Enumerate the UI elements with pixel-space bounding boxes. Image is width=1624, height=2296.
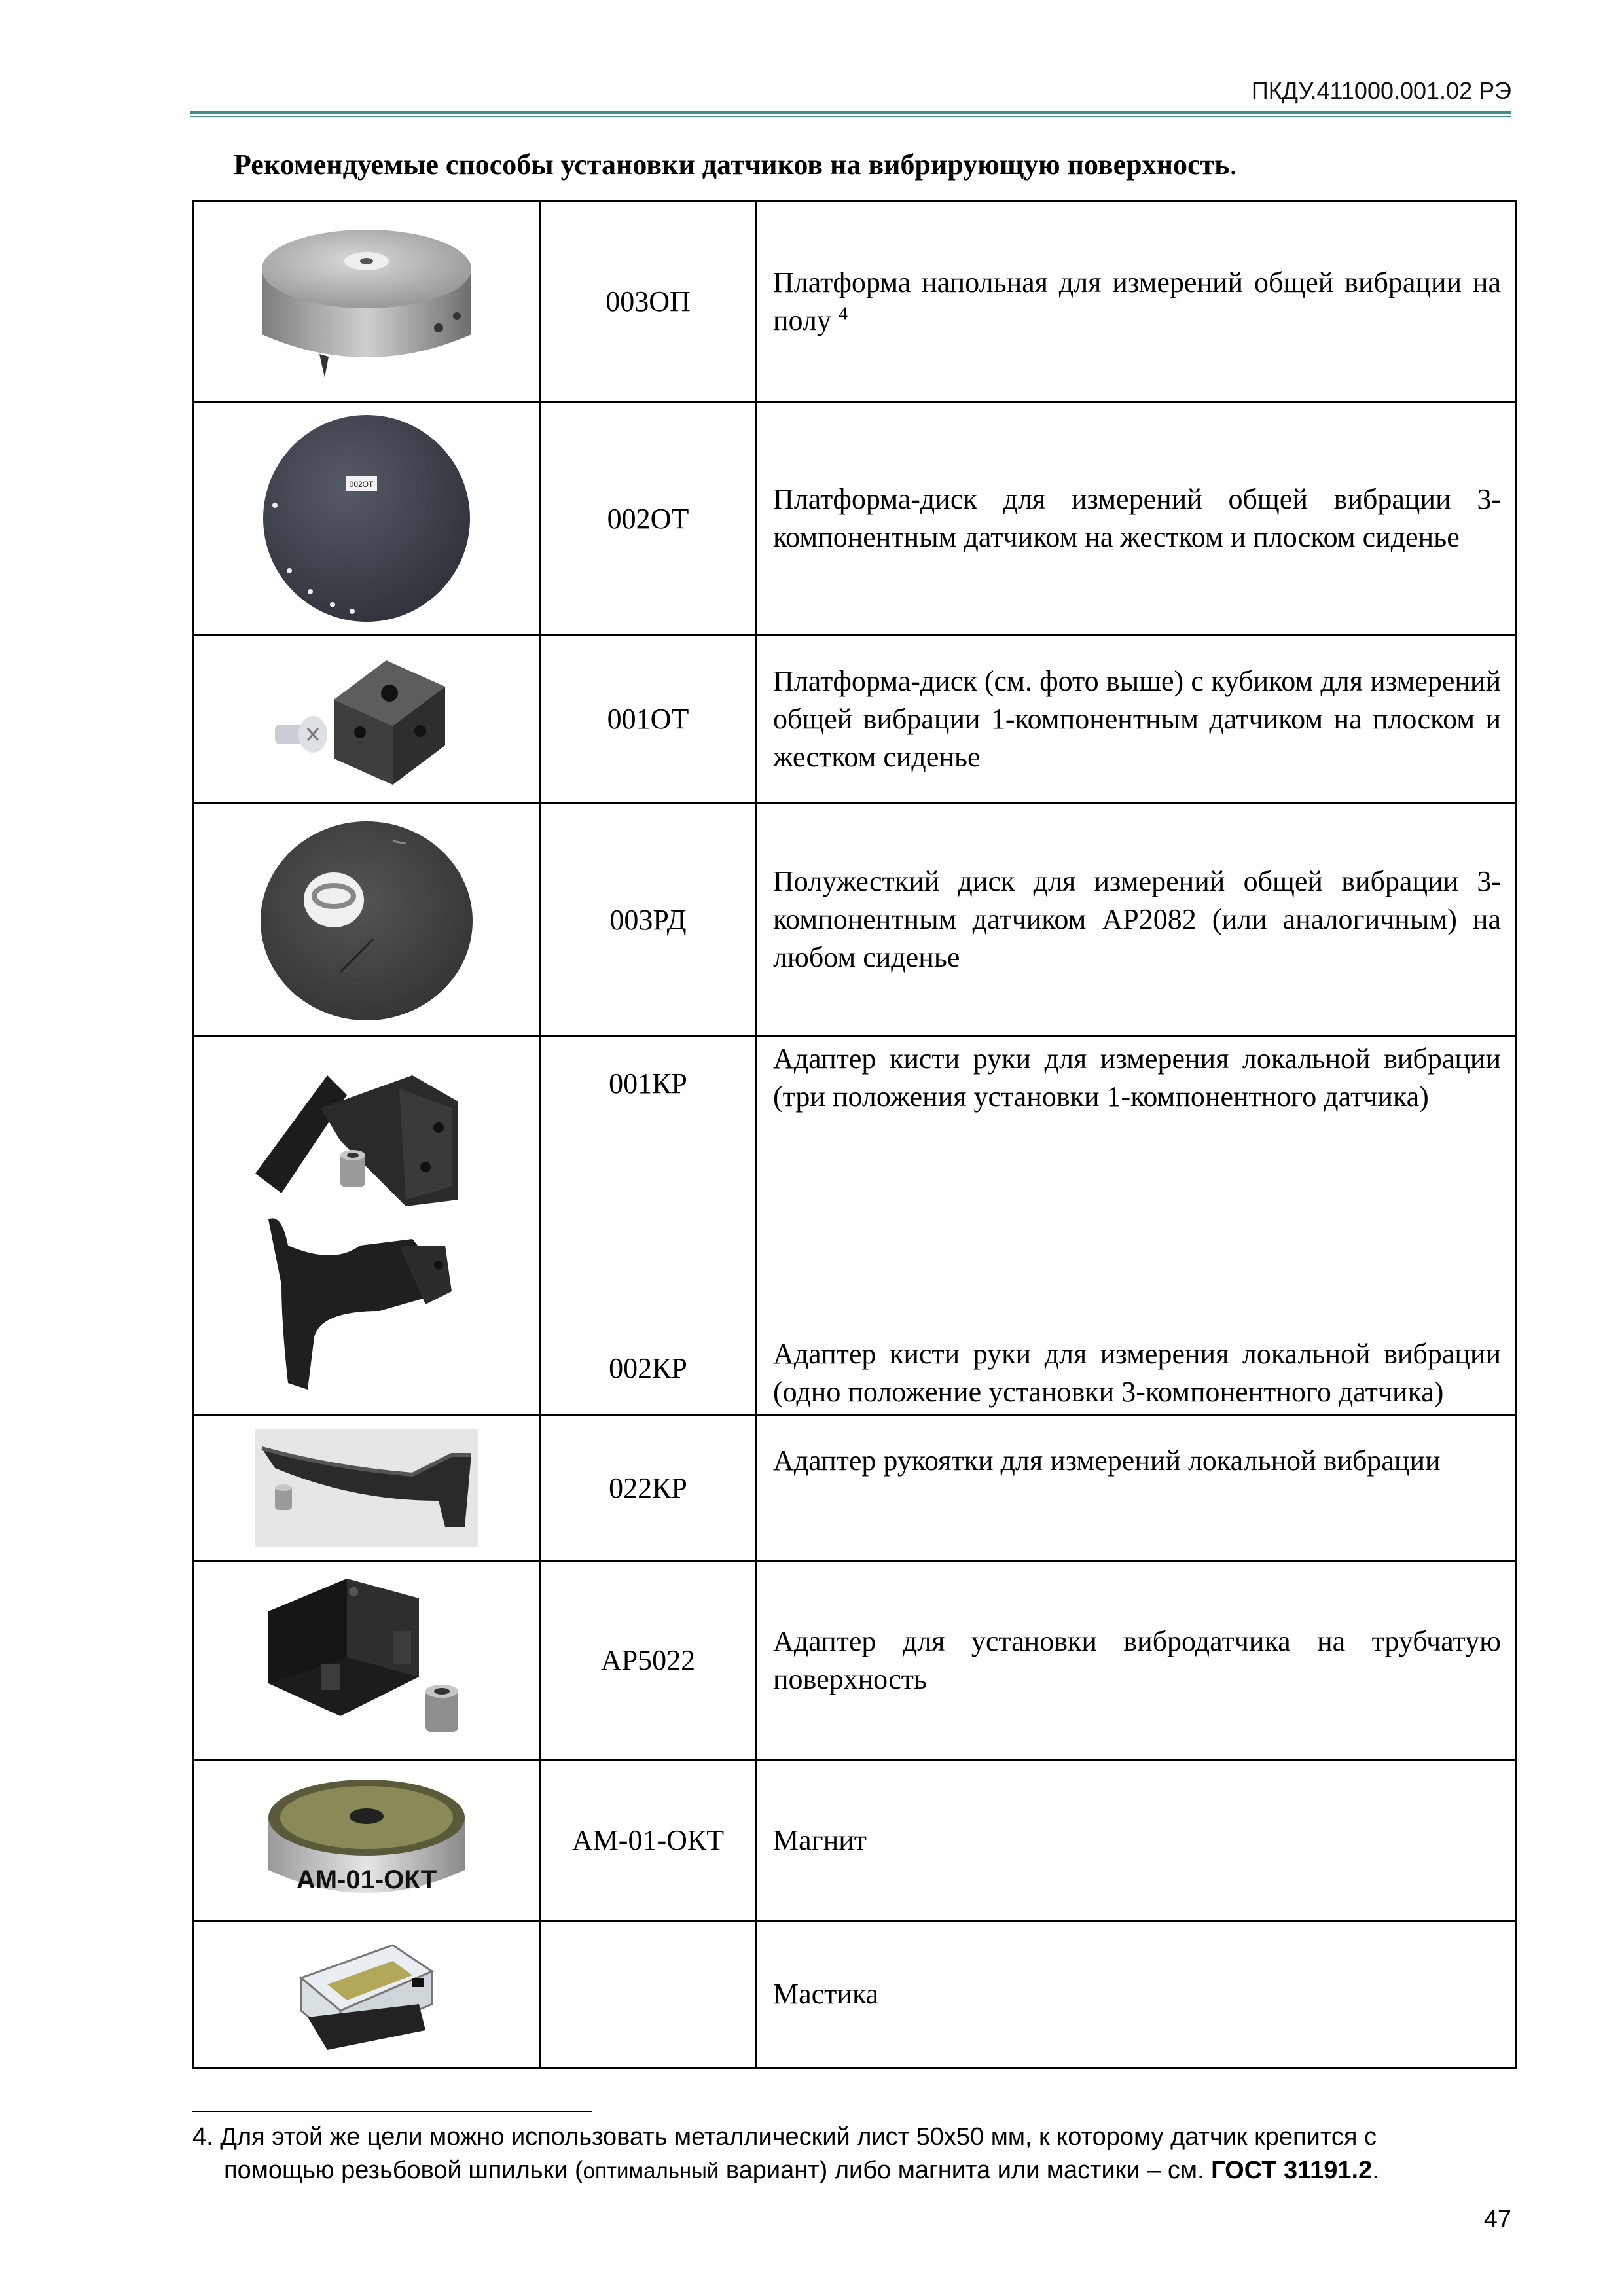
item-code: АМ-01-ОКТ xyxy=(540,1760,757,1921)
item-description-2: Адаптер кисти руки для измерения локальной вибрации (одно положение установки 3-компонентного датчика) xyxy=(773,1338,1501,1408)
item-code-2: 002КР xyxy=(609,1352,687,1384)
item-code: АР5022 xyxy=(540,1561,757,1760)
handle-adapter-photo xyxy=(194,1415,540,1561)
item-description: Мастика xyxy=(757,1921,1517,2068)
table-row xyxy=(194,1760,1517,1921)
item-description: Платформа напольная для измерений общей вибрации на полу $^4$ xyxy=(757,202,1517,402)
page-title: Рекомендуемые способы установки датчиков на вибрирующую поверхность. xyxy=(234,149,1237,181)
footnote-number: 4. xyxy=(192,2123,213,2151)
item-description: Платформа-диск для измерений общей вибрации 3-компонентным датчиком на жестком и плоском сиденье xyxy=(757,402,1517,636)
gost-reference: ГОСТ 31191.2 xyxy=(1211,2157,1373,2184)
footnote-line-1: Для этой же цели можно использовать металлический лист 50х50 мм, к которому датчик крепится с xyxy=(220,2123,1377,2151)
item-description: Адаптер рукоятки для измерений локальной вибрации xyxy=(757,1415,1517,1561)
table-row xyxy=(194,1921,1517,2068)
page-number: 47 xyxy=(1483,2206,1511,2233)
item-description: Магнит xyxy=(757,1760,1517,1921)
magnet-photo xyxy=(194,1760,540,1921)
item-description-pair xyxy=(757,1037,1517,1415)
item-code: 022КР xyxy=(540,1415,757,1561)
floor-platform-photo xyxy=(194,202,540,402)
table-row xyxy=(194,636,1517,803)
table-row xyxy=(194,803,1517,1037)
item-description: Адаптер для установки вибродатчика на трубчатую поверхность xyxy=(757,1561,1517,1760)
item-code: 003ОП xyxy=(540,202,757,402)
disk-label: 002ОТ xyxy=(349,480,374,489)
item-code: 002ОТ xyxy=(540,402,757,636)
table-row xyxy=(194,402,1517,636)
item-code: 001КР xyxy=(609,1067,687,1100)
mounting-methods-table xyxy=(192,200,1517,2069)
table-row xyxy=(194,1415,1517,1561)
document-code: ПКДУ.411000.001.02 РЭ xyxy=(1251,77,1511,104)
semi-rigid-disk-photo xyxy=(194,803,540,1037)
item-description: Полужесткий диск для измерений общей вибрации 3-компонентным датчиком АР2082 (или аналогичным) на любом сиденье xyxy=(757,803,1517,1037)
table-row xyxy=(194,1561,1517,1760)
hand-adapter-photo xyxy=(194,1037,540,1415)
item-code: 001ОТ xyxy=(540,636,757,803)
footnote-line-2: помощью резьбовой шпильки (оптимальный вариант) либо магнита или мастики – см. ГОСТ 31191.2. xyxy=(224,2157,1379,2184)
item-description: Адаптер кисти руки для измерения локальной вибрации (три положения установки 1-компонентного датчика) xyxy=(773,1043,1501,1113)
footnote xyxy=(192,2121,1528,2187)
mastic-photo xyxy=(194,1921,540,2068)
item-code-pair xyxy=(540,1037,757,1415)
header-rule xyxy=(190,111,1511,114)
cube-adapter-photo xyxy=(194,636,540,803)
header-rule-thin xyxy=(190,116,1511,117)
item-code xyxy=(540,1921,757,2068)
magnet-label: АМ-01-ОКТ xyxy=(296,1865,437,1894)
tube-adapter-photo xyxy=(194,1561,540,1760)
item-description: Платформа-диск (см. фото выше) с кубиком для измерений общей вибрации 1-компонентным датчиком на плоском и жестком сиденье xyxy=(757,636,1517,803)
footnote-rule xyxy=(192,2111,592,2112)
seat-disk-photo xyxy=(194,402,540,636)
footnote-ref[interactable]: 4 xyxy=(838,303,848,324)
table-row xyxy=(194,1037,1517,1415)
table-row xyxy=(194,202,1517,402)
item-code: 003РД xyxy=(540,803,757,1037)
